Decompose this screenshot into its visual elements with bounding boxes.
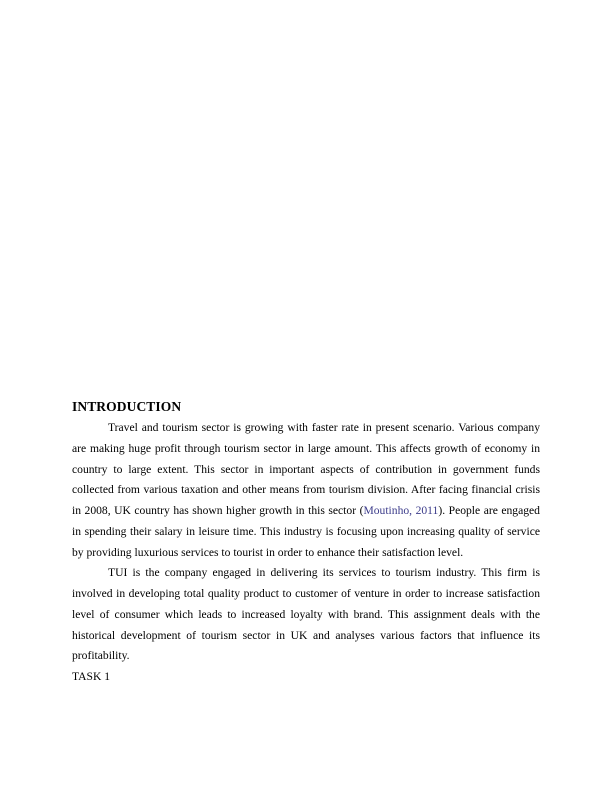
section-heading: INTRODUCTION [72, 399, 182, 414]
intro-paragraph-2: TUI is the company engaged in delivering its services to tourism industry. This firm is involved in developing total quality product to customer of venture in order to increase satisfaction level of consumer which leads to increased loyalty with brand. This assignment deals with the historical development of tourism sector in UK and analyses various factors that influence its profitability. [72, 566, 540, 663]
paragraph-1-text-a: Travel and tourism sector is growing with faster rate in present scenario. Various company are making huge profit through tourism sector in large amount. This affects growth of economy in country to large extent. This sector in important aspects of contribution in government funds collected from various taxation and other means from tourism division. After facing financial crisis in 2008, UK country has shown higher growth in this sector ( [72, 421, 540, 517]
intro-paragraph-1 [72, 418, 540, 563]
task-label: TASK 1 [72, 670, 111, 683]
citation-link[interactable]: Moutinho, 2011 [363, 504, 439, 517]
paragraph-1-text-b: ). People are engaged in spending their salary in leisure time. This industry is focusing upon increasing quality of service by providing luxurious services to tourist in order to enhance their satisfaction level. [72, 504, 540, 559]
document-body [72, 397, 540, 688]
